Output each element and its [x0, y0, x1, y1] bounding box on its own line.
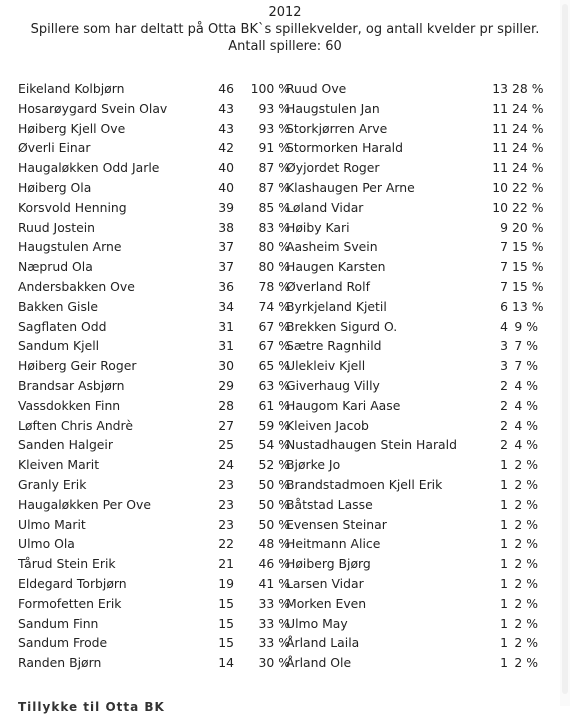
left-name: Formofetten Erik: [18, 595, 122, 611]
right-percent: 2 %: [514, 615, 538, 631]
right-name: Årland Ole: [286, 655, 352, 671]
right-percent: 24 %: [512, 120, 544, 136]
left-count: 23: [218, 476, 234, 492]
right-percent: 2 %: [514, 556, 538, 572]
right-percent: 22 %: [512, 179, 544, 195]
left-percent: 48 %: [258, 536, 290, 552]
right-percent: 2 %: [514, 496, 538, 512]
left-count: 15: [218, 595, 234, 611]
table-row: [18, 416, 548, 436]
table-row: [18, 297, 548, 317]
left-name: Haugaløkken Per Ove: [18, 496, 151, 512]
table-row: [18, 158, 548, 178]
table-row: [18, 633, 548, 653]
left-count: 28: [218, 397, 234, 413]
table-row: [18, 356, 548, 376]
table-row: [18, 396, 548, 416]
right-count: 1: [500, 516, 508, 532]
table-row: [18, 376, 548, 396]
right-count: 1: [500, 655, 508, 671]
left-name: Andersbakken Ove: [18, 278, 135, 294]
left-name: Sagflaten Odd: [18, 318, 107, 334]
right-count: 1: [500, 457, 508, 473]
vertical-scrollbar[interactable]: [560, 0, 570, 706]
left-name: Høiberg Ola: [18, 179, 92, 195]
left-percent: 93 %: [258, 100, 290, 116]
left-count: 22: [218, 536, 234, 552]
right-count: 11: [492, 120, 508, 136]
right-count: 11: [492, 160, 508, 176]
left-percent: 85 %: [258, 199, 290, 215]
left-count: 19: [218, 575, 234, 591]
right-count: 1: [500, 615, 508, 631]
scrollbar-thumb[interactable]: [562, 4, 568, 694]
left-name: Sandum Finn: [18, 615, 99, 631]
left-name: Ulmo Marit: [18, 516, 86, 532]
right-name: Haugstulen Jan: [286, 100, 380, 116]
right-percent: 2 %: [514, 635, 538, 651]
right-name: Evensen Steinar: [286, 516, 387, 532]
table-row: [18, 435, 548, 455]
cut-off-footer-text: Tillykke til Otta BK: [18, 700, 165, 714]
right-name: Heitmann Alice: [286, 536, 381, 552]
left-name: Sanden Halgeir: [18, 437, 113, 453]
left-name: Haugaløkken Odd Jarle: [18, 160, 160, 176]
left-name: Sandum Kjell: [18, 338, 100, 354]
left-count: 40: [218, 179, 234, 195]
right-count: 2: [500, 437, 508, 453]
right-name: Aasheim Svein: [286, 239, 378, 255]
left-count: 14: [218, 655, 234, 671]
right-percent: 4 %: [514, 417, 538, 433]
right-count: 1: [500, 476, 508, 492]
right-percent: 4 %: [514, 397, 538, 413]
left-count: 27: [218, 417, 234, 433]
right-percent: 15 %: [512, 259, 544, 275]
right-count: 10: [492, 179, 508, 195]
right-count: 3: [500, 338, 508, 354]
table-row: [18, 574, 548, 594]
right-count: 6: [500, 298, 508, 314]
left-percent: 67 %: [258, 338, 290, 354]
table-row: [18, 218, 548, 238]
right-name: Båtstad Lasse: [286, 496, 373, 512]
left-name: Haugstulen Arne: [18, 239, 122, 255]
left-count: 21: [218, 556, 234, 572]
left-percent: 65 %: [258, 358, 290, 374]
right-name: Stormorken Harald: [286, 140, 403, 156]
left-percent: 74 %: [258, 298, 290, 314]
left-percent: 59 %: [258, 417, 290, 433]
right-name: Giverhaug Villy: [286, 377, 380, 393]
right-count: 4: [500, 318, 508, 334]
left-name: Eikeland Kolbjørn: [18, 81, 125, 96]
right-percent: 2 %: [514, 655, 538, 671]
left-name: Sandum Frode: [18, 635, 108, 651]
right-count: 10: [492, 199, 508, 215]
right-name: Høiberg Bjørg: [286, 556, 371, 572]
left-percent: 46 %: [258, 556, 290, 572]
left-count: 46: [218, 81, 234, 96]
right-count: 1: [500, 595, 508, 611]
left-count: 30: [218, 358, 234, 374]
left-name: Hosarøygard Svein Olav: [18, 100, 168, 116]
left-count: 15: [218, 615, 234, 631]
left-count: 36: [218, 278, 234, 294]
right-count: 1: [500, 536, 508, 552]
right-percent: 2 %: [514, 575, 538, 591]
right-count: 1: [500, 635, 508, 651]
left-count: 25: [218, 437, 234, 453]
right-name: Haugom Kari Aase: [286, 397, 401, 413]
right-percent: 2 %: [514, 476, 538, 492]
left-percent: 30 %: [258, 655, 290, 671]
right-name: Storkjørren Arve: [286, 120, 388, 136]
table-row: [18, 495, 548, 515]
left-percent: 50 %: [258, 496, 290, 512]
right-name: Nustadhaugen Stein Harald: [286, 437, 457, 453]
right-name: Øyjordet Roger: [286, 160, 380, 176]
right-name: Brekken Sigurd O.: [286, 318, 398, 334]
table-row: [18, 257, 548, 277]
right-count: 9: [500, 219, 508, 235]
right-name: Byrkjeland Kjetil: [286, 298, 387, 314]
right-count: 2: [500, 377, 508, 393]
right-name: Ulekleiv Kjell: [286, 358, 366, 374]
right-percent: 2 %: [514, 457, 538, 473]
right-count: 7: [500, 278, 508, 294]
right-percent: 24 %: [512, 100, 544, 116]
left-name: Randen Bjørn: [18, 655, 102, 671]
left-name: Vassdokken Finn: [18, 397, 121, 413]
right-percent: 24 %: [512, 140, 544, 156]
right-name: Løland Vidar: [286, 199, 364, 215]
left-count: 23: [218, 496, 234, 512]
right-name: Larsen Vidar: [286, 575, 364, 591]
table-row: [18, 336, 548, 356]
left-percent: 87 %: [258, 179, 290, 195]
right-name: Haugen Karsten: [286, 259, 386, 275]
left-count: 34: [218, 298, 234, 314]
left-count: 15: [218, 635, 234, 651]
table-row: [18, 237, 548, 257]
right-name: Årland Laila: [286, 635, 360, 651]
left-percent: 33 %: [258, 615, 290, 631]
right-name: Ulmo May: [286, 615, 348, 631]
left-percent: 54 %: [258, 437, 290, 453]
left-name: Høiberg Kjell Ove: [18, 120, 126, 136]
right-percent: 7 %: [514, 358, 538, 374]
left-percent: 67 %: [258, 318, 290, 334]
right-count: 1: [500, 575, 508, 591]
left-percent: 61 %: [258, 397, 290, 413]
left-percent: 33 %: [258, 635, 290, 651]
right-count: 1: [500, 556, 508, 572]
right-count: 13: [492, 81, 508, 96]
right-percent: 2 %: [514, 536, 538, 552]
subtitle: Spillere som har deltatt på Otta BK`s spillekvelder, og antall kvelder pr spiller.: [30, 22, 540, 37]
table-row: [18, 119, 548, 139]
right-percent: 9 %: [514, 318, 538, 334]
right-percent: 22 %: [512, 199, 544, 215]
left-count: 39: [218, 199, 234, 215]
left-percent: 33 %: [258, 595, 290, 611]
table-row: [18, 79, 548, 99]
right-count: 7: [500, 259, 508, 275]
right-name: Sætre Ragnhild: [286, 338, 382, 354]
left-name: Næprud Ola: [18, 259, 93, 275]
left-name: Ulmo Ola: [18, 536, 75, 552]
table-row: [18, 594, 548, 614]
right-count: 11: [492, 140, 508, 156]
right-name: Brandstadmoen Kjell Erik: [286, 476, 443, 492]
left-count: 43: [218, 100, 234, 116]
left-name: Løften Chris Andrè: [18, 417, 133, 433]
left-percent: 83 %: [258, 219, 290, 235]
left-name: Bakken Gisle: [18, 298, 98, 314]
left-percent: 80 %: [258, 259, 290, 275]
right-count: 11: [492, 100, 508, 116]
left-percent: 87 %: [258, 160, 290, 176]
left-percent: 91 %: [258, 140, 290, 156]
right-name: Høiby Kari: [286, 219, 350, 235]
right-name: Klashaugen Per Arne: [286, 179, 415, 195]
right-percent: 28 %: [512, 81, 544, 96]
left-name: Kleiven Marit: [18, 457, 100, 473]
left-count: 42: [218, 140, 234, 156]
left-name: Eldegard Torbjørn: [18, 575, 127, 591]
left-name: Høiberg Geir Roger: [18, 358, 137, 374]
table-row: [18, 455, 548, 475]
left-count: 29: [218, 377, 234, 393]
right-percent: 13 %: [512, 298, 544, 314]
left-count: 38: [218, 219, 234, 235]
left-count: 37: [218, 259, 234, 275]
left-count: 31: [218, 318, 234, 334]
document-header: [0, 0, 570, 55]
right-name: Bjørke Jo: [286, 457, 341, 473]
table-row: [18, 317, 548, 337]
table-row: [18, 475, 548, 495]
right-count: 1: [500, 496, 508, 512]
year-heading: 2012: [268, 5, 302, 20]
left-name: Brandsar Asbjørn: [18, 377, 125, 393]
left-count: 37: [218, 239, 234, 255]
right-percent: 2 %: [514, 516, 538, 532]
right-percent: 15 %: [512, 278, 544, 294]
right-percent: 2 %: [514, 595, 538, 611]
left-count: 40: [218, 160, 234, 176]
right-percent: 4 %: [514, 437, 538, 453]
left-percent: 52 %: [258, 457, 290, 473]
left-count: 43: [218, 120, 234, 136]
left-percent: 78 %: [258, 278, 290, 294]
table-row: [18, 138, 548, 158]
total-players: Antall spillere: 60: [228, 39, 342, 54]
left-name: Ruud Jostein: [18, 219, 96, 235]
left-name: Korsvold Henning: [18, 199, 127, 215]
table-row: [18, 534, 548, 554]
right-percent: 20 %: [512, 219, 544, 235]
right-percent: 4 %: [514, 377, 538, 393]
table-row: [18, 554, 548, 574]
right-name: Ruud Ove: [286, 81, 347, 96]
right-percent: 24 %: [512, 160, 544, 176]
right-percent: 7 %: [514, 338, 538, 354]
left-percent: 50 %: [258, 476, 290, 492]
right-count: 3: [500, 358, 508, 374]
table-row: [18, 198, 548, 218]
left-percent: 93 %: [258, 120, 290, 136]
table-row: [18, 515, 548, 535]
right-percent: 15 %: [512, 239, 544, 255]
left-name: Øverli Einar: [18, 140, 91, 156]
left-count: 31: [218, 338, 234, 354]
left-percent: 80 %: [258, 239, 290, 255]
table-row: [18, 178, 548, 198]
left-name: Granly Erik: [18, 476, 87, 492]
right-count: 2: [500, 417, 508, 433]
left-percent: 63 %: [258, 377, 290, 393]
right-name: Kleiven Jacob: [286, 417, 369, 433]
table-row: [18, 653, 548, 673]
left-count: 24: [218, 457, 234, 473]
left-name: Tårud Stein Erik: [18, 556, 116, 572]
table-row: [18, 277, 548, 297]
right-count: 2: [500, 397, 508, 413]
right-count: 7: [500, 239, 508, 255]
right-name: Øverland Rolf: [286, 278, 370, 294]
left-percent: 100 %: [250, 81, 290, 96]
left-percent: 50 %: [258, 516, 290, 532]
player-attendance-table: [18, 79, 548, 673]
table-row: [18, 99, 548, 119]
table-row: [18, 614, 548, 634]
right-name: Morken Even: [286, 595, 367, 611]
left-count: 23: [218, 516, 234, 532]
left-percent: 41 %: [258, 575, 290, 591]
